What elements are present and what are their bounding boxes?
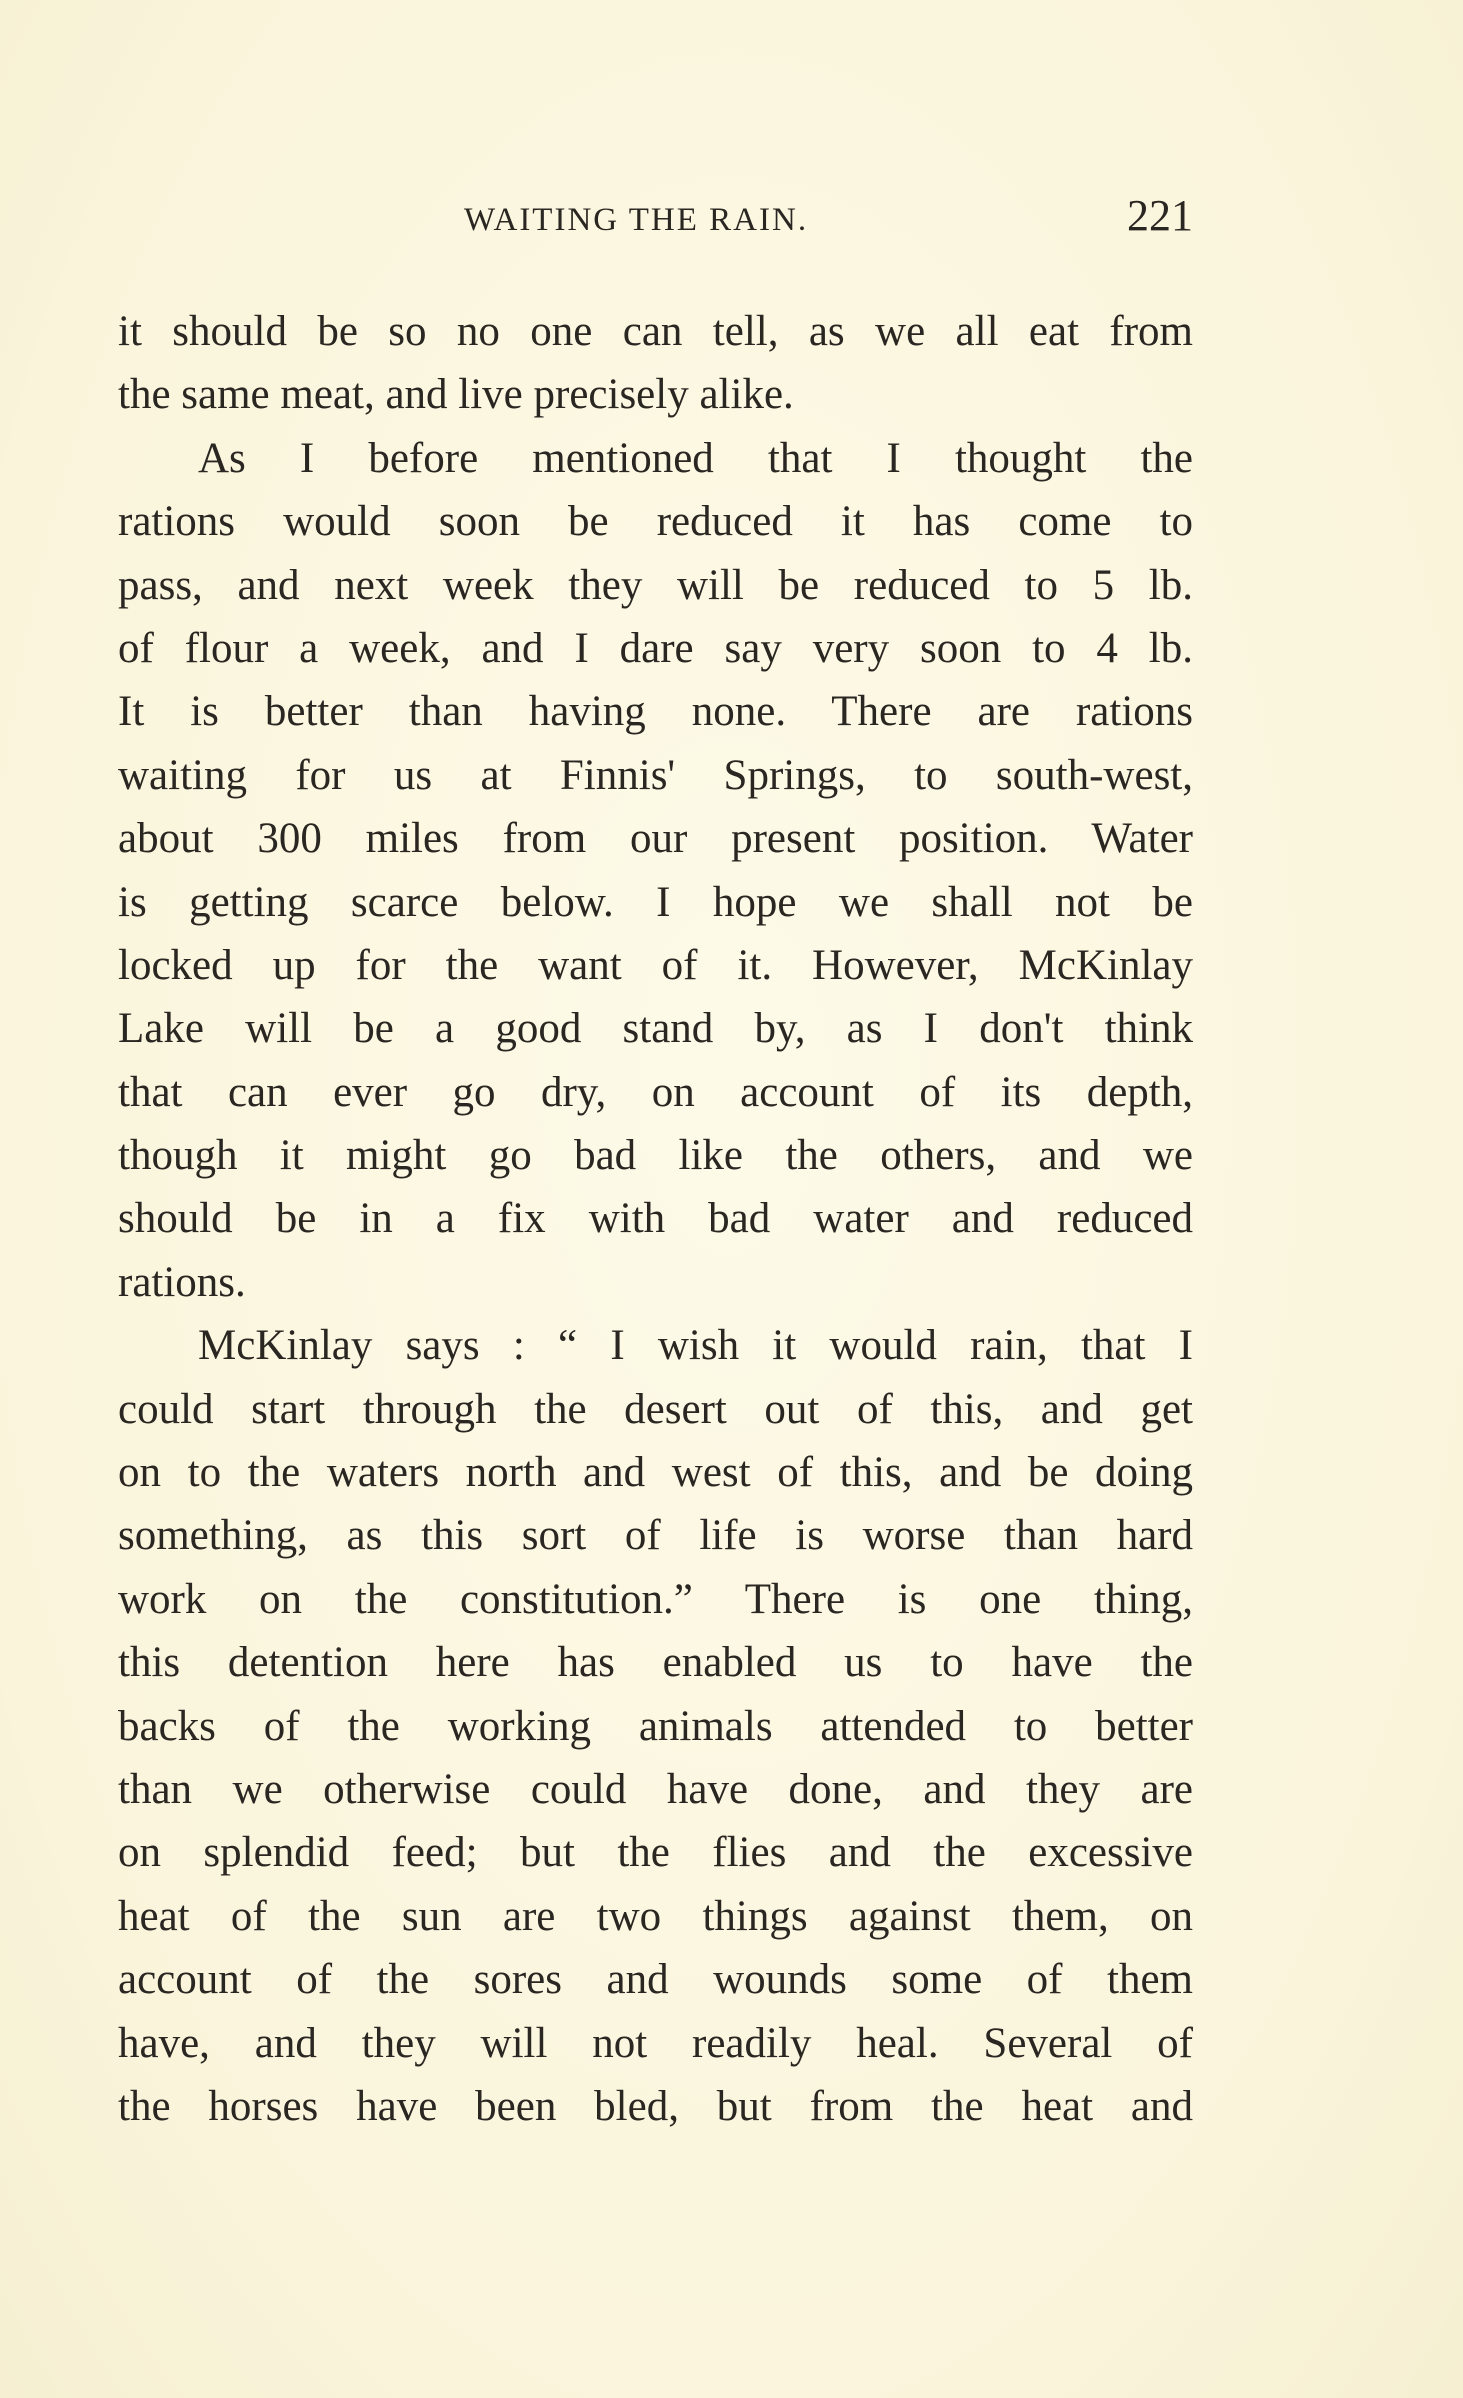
text-line: on to the waters north and west of this, and be doing [118,1449,1193,1497]
text-line: than we otherwise could have done, and they are [118,1765,1193,1813]
body-text [118,300,1193,2138]
text-line: heat of the sun are two things against them, on [118,1892,1193,1940]
text-line: on splendid feed; but the flies and the excessive [118,1829,1193,1877]
text-line: locked up for the want of it. However, McKinlay [118,941,1193,989]
text-line: it should be so no one can tell, as we all eat from [118,308,1193,355]
text-line: Lake will be a good stand by, as I don't think [118,1005,1193,1053]
text-line: should be in a fix with bad water and reduced [118,1195,1193,1243]
running-head [118,190,1193,250]
paragraph-first-line: As I before mentioned that I thought the [198,434,1193,482]
text-line: the horses have been bled, but from the heat and [118,2082,1193,2130]
text-line: waiting for us at Finnis' Springs, to south-west, [118,751,1193,799]
paragraph-first-line: McKinlay says : “ I wish it would rain, that I [198,1322,1193,1370]
text-line: rations would soon be reduced it has come to [118,498,1193,546]
text-line: It is better than having none. There are rations [118,688,1193,736]
text-line: that can ever go dry, on account of its depth, [118,1068,1193,1116]
text-line: though it might go bad like the others, and we [118,1132,1193,1180]
text-line: is getting scarce below. I hope we shall not be [118,878,1193,926]
text-line: account of the sores and wounds some of them [118,1956,1193,2004]
text-line: rations. [118,1258,246,1306]
text-line: backs of the working animals attended to better [118,1702,1193,1750]
text-line: could start through the desert out of this, and get [118,1385,1193,1433]
text-line: pass, and next week they will be reduced to 5 lb. [118,561,1193,609]
running-title: WAITING THE RAIN. [464,202,809,238]
text-line: of flour a week, and I dare say very soon to 4 lb. [118,624,1193,672]
text-line: have, and they will not readily heal. Several of [118,2019,1193,2067]
text-line: the same meat, and live precisely alike. [118,371,794,419]
text-line: work on the constitution.” There is one thing, [118,1575,1193,1623]
text-line: this detention here has enabled us to have the [118,1639,1193,1687]
page-number: 221 [1127,191,1193,240]
text-line: something, as this sort of life is worse than hard [118,1512,1193,1560]
text-line: about 300 miles from our present position. Water [118,815,1193,863]
